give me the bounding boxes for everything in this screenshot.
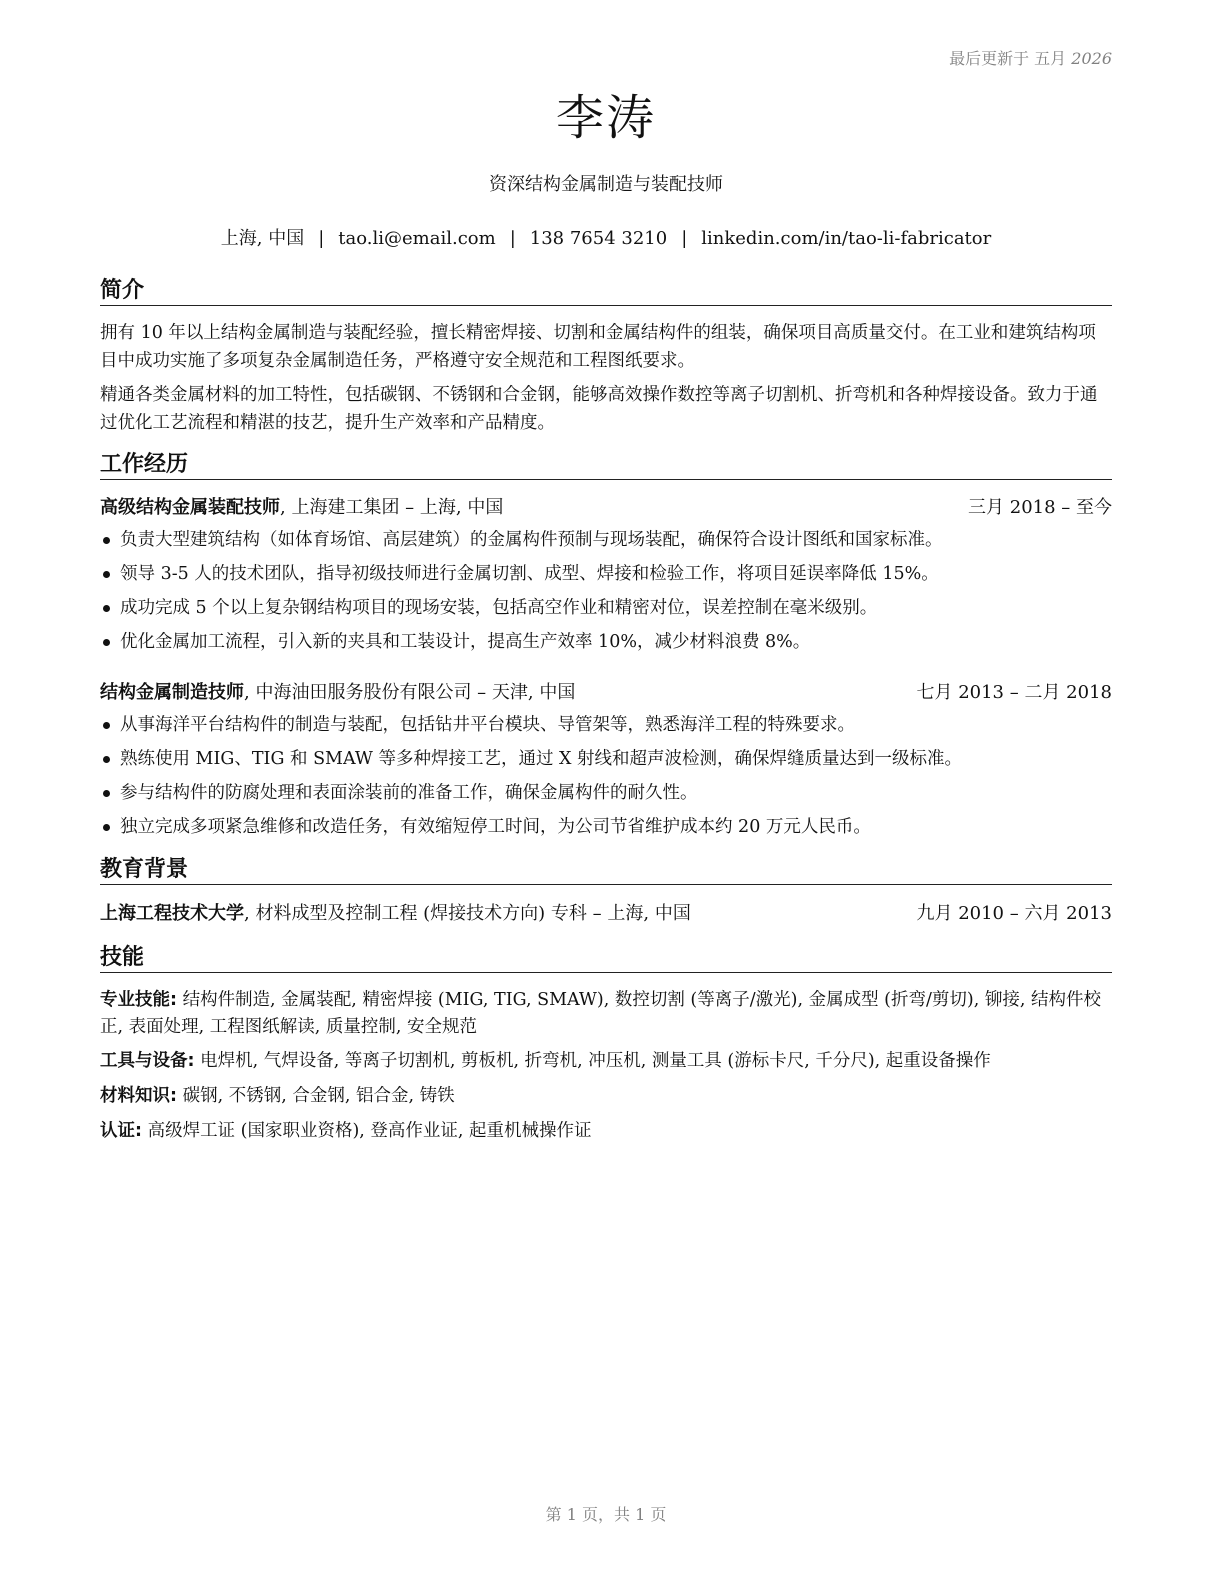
section-heading-summary: 简介 (100, 277, 1112, 306)
contact-separator: | (318, 228, 325, 249)
contact-linkedin[interactable]: linkedin.com/in/tao-li-fabricator (701, 228, 992, 249)
job-dates: 七月 2013 – 二月 2018 (916, 682, 1112, 703)
job-title: 结构金属制造技师 (100, 682, 244, 703)
last-updated-prefix: 最后更新于 五月 (949, 49, 1067, 68)
job-dates: 三月 2018 – 至今 (968, 497, 1112, 518)
skill-label: 工具与设备: (100, 1051, 195, 1071)
job-bullets (100, 708, 1112, 844)
bullet-text: 负责大型建筑结构（如体育场馆、高层建筑）的金属构件预制与现场装配，确保符合设计图纸和国家标准。 (120, 530, 943, 550)
contact-line (100, 224, 1112, 250)
skill-line (100, 1083, 1112, 1110)
education-dates: 九月 2010 – 六月 2013 (916, 903, 1112, 924)
contact-separator: | (681, 228, 688, 249)
section-heading-skills: 技能 (100, 944, 1112, 973)
list-item (100, 742, 1112, 776)
skill-label: 材料知识: (100, 1086, 177, 1106)
list-item (100, 708, 1112, 742)
contact-email[interactable]: tao.li@email.com (338, 228, 496, 249)
summary-paragraph: 拥有 10 年以上结构金属制造与装配经验，擅长精密焊接、切割和金属结构件的组装，确保项目高质量交付。在工业和建筑结构项目中成功实施了多项复杂金属制造任务，严格遵守安全规范和工程图纸要求。 (100, 323, 1096, 371)
list-item (100, 591, 1112, 625)
list-item (100, 810, 1112, 844)
bullet-icon (103, 639, 110, 646)
job-org: , 上海建工集团 – 上海, 中国 (280, 497, 504, 518)
bullet-icon (103, 537, 110, 544)
skill-line (100, 1048, 1112, 1075)
last-updated (949, 46, 1112, 69)
skill-line (100, 987, 1112, 1041)
skill-label: 认证: (100, 1121, 142, 1141)
bullet-text: 参与结构件的防腐处理和表面涂装前的准备工作，确保金属构件的耐久性。 (120, 783, 698, 803)
job-header (100, 494, 1112, 522)
list-item (100, 523, 1112, 557)
bullet-text: 优化金属加工流程，引入新的夹具和工装设计，提高生产效率 10%，减少材料浪费 8%。 (120, 632, 811, 652)
bullet-icon (103, 756, 110, 763)
bullet-text: 独立完成多项紧急维修和改造任务，有效缩短停工时间，为公司节省维护成本约 20 万元人民币。 (120, 817, 871, 837)
bullet-text: 从事海洋平台结构件的制造与装配，包括钻井平台模块、导管架等，熟悉海洋工程的特殊要求。 (120, 715, 855, 735)
education-entry (100, 900, 1112, 928)
job-bullets (100, 523, 1112, 659)
bullet-text: 成功完成 5 个以上复杂钢结构项目的现场安装，包括高空作业和精密对位，误差控制在毫米级别。 (120, 598, 878, 618)
education-detail: , 材料成型及控制工程 (焊接技术方向) 专科 – 上海, 中国 (244, 903, 691, 924)
bullet-icon (103, 722, 110, 729)
job-org: , 中海油田服务股份有限公司 – 天津, 中国 (244, 682, 576, 703)
contact-location: 上海, 中国 (220, 228, 305, 249)
skill-text: 电焊机, 气焊设备, 等离子切割机, 剪板机, 折弯机, 冲压机, 测量工具 (游标卡尺, 千分尺), 起重设备操作 (194, 1051, 991, 1071)
skill-line (100, 1118, 1112, 1145)
skill-text: 结构件制造, 金属装配, 精密焊接 (MIG, TIG, SMAW), 数控切割 (等离子/激光), 金属成型 (折弯/剪切), 铆接, 结构件校正, 表面处理, 工程图纸解读, 质量控制, 安全规范 (100, 990, 1101, 1037)
job-title: 高级结构金属装配技师 (100, 497, 280, 518)
bullet-icon (103, 571, 110, 578)
section-heading-education: 教育背景 (100, 856, 1112, 885)
skill-text: 碳钢, 不锈钢, 合金钢, 铝合金, 铸铁 (177, 1086, 455, 1106)
job-header (100, 679, 1112, 707)
bullet-icon (103, 824, 110, 831)
bullet-icon (103, 605, 110, 612)
page-number: 第 1 页，共 1 页 (545, 1505, 667, 1524)
list-item (100, 776, 1112, 810)
bullet-text: 熟练使用 MIG、TIG 和 SMAW 等多种焊接工艺，通过 X 射线和超声波检测，确保焊缝质量达到一级标准。 (120, 749, 963, 769)
skill-label: 专业技能: (100, 990, 177, 1010)
resume-page (100, 0, 1112, 1584)
skill-text: 高级焊工证 (国家职业资格), 登高作业证, 起重机械操作证 (142, 1121, 592, 1141)
list-item (100, 625, 1112, 659)
bullet-text: 领导 3-5 人的技术团队，指导初级技师进行金属切割、成型、焊接和检验工作，将项目延误率降低 15%。 (120, 564, 939, 584)
list-item (100, 557, 1112, 591)
candidate-role: 资深结构金属制造与装配技师 (489, 174, 723, 195)
school-name: 上海工程技术大学 (100, 903, 244, 924)
contact-separator: | (509, 228, 516, 249)
bullet-icon (103, 790, 110, 797)
candidate-name: 李涛 (555, 90, 656, 146)
section-heading-experience: 工作经历 (100, 451, 1112, 480)
summary-paragraph: 精通各类金属材料的加工特性，包括碳钢、不锈钢和合金钢，能够高效操作数控等离子切割机、折弯机和各种焊接设备。致力于通过优化工艺流程和精湛的技艺，提升生产效率和产品精度。 (100, 385, 1098, 433)
last-updated-year: 2026 (1071, 49, 1112, 68)
contact-phone: 138 7654 3210 (529, 228, 668, 249)
